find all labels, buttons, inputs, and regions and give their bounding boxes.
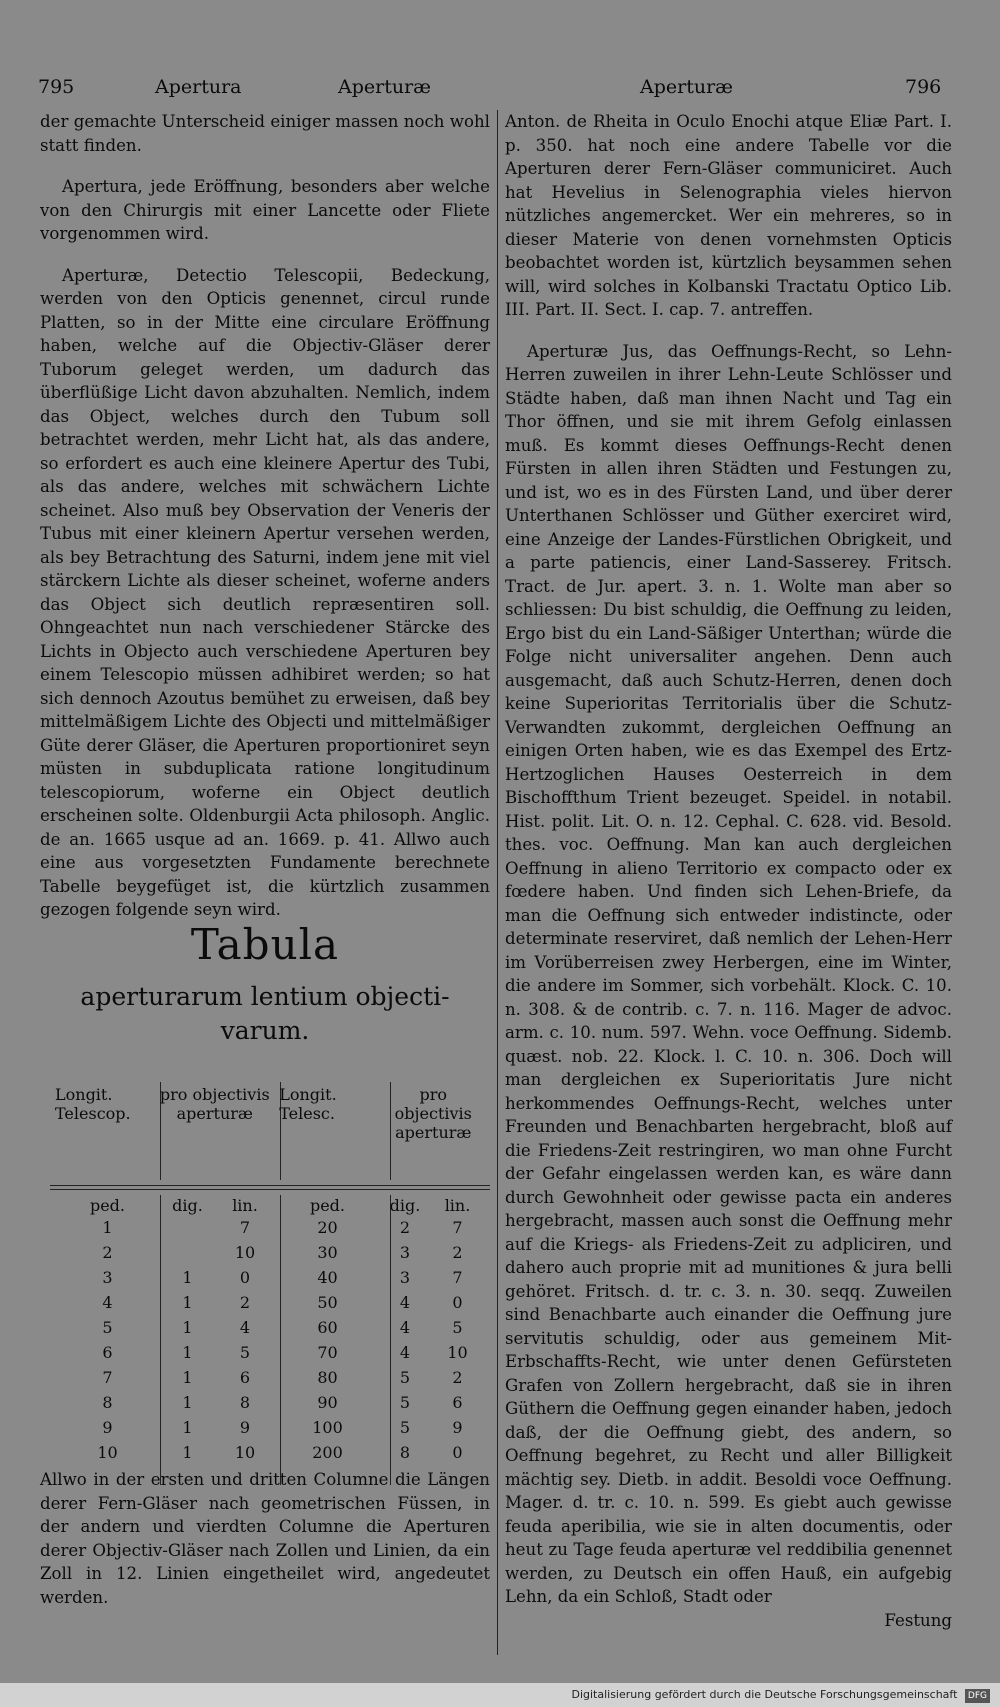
table-cell: 70 bbox=[317, 1343, 338, 1362]
unit-cell: dig. bbox=[172, 1196, 203, 1215]
table-row bbox=[55, 1415, 485, 1440]
unit-cell: lin. bbox=[444, 1196, 471, 1215]
table-cell: 9 bbox=[102, 1418, 113, 1437]
table-cell bbox=[160, 1215, 215, 1240]
table-cell: 5 bbox=[239, 1343, 251, 1362]
footer-bar bbox=[0, 1683, 1000, 1707]
table-cell: 5 bbox=[399, 1368, 411, 1387]
table-cell: 7 bbox=[452, 1218, 463, 1237]
left-paragraph-1: der gemachte Unterscheid einiger massen noch wohl statt finden. bbox=[40, 112, 490, 155]
table-cell: 4 bbox=[102, 1293, 113, 1312]
tabula-subtitle-line-2: varum. bbox=[220, 1016, 310, 1045]
table-row bbox=[55, 1240, 485, 1265]
table-cell: 60 bbox=[317, 1318, 338, 1337]
tabula-title: Tabula bbox=[190, 920, 340, 969]
table-cell: 5 bbox=[102, 1318, 113, 1337]
apertures-table bbox=[55, 1196, 485, 1465]
table-cell: 0 bbox=[452, 1443, 463, 1462]
table-head-2: pro objectivis aperturæ bbox=[159, 1085, 270, 1123]
table-cell: 2 bbox=[239, 1293, 251, 1312]
table-cell: 10 bbox=[447, 1343, 468, 1362]
table-row bbox=[55, 1215, 485, 1240]
running-head-right: Aperturæ bbox=[640, 76, 734, 98]
left-column bbox=[40, 110, 490, 922]
tabula-subtitle bbox=[40, 980, 490, 1048]
table-cell: 90 bbox=[317, 1393, 338, 1412]
table-row bbox=[55, 1365, 485, 1390]
table-cell: 2 bbox=[399, 1218, 411, 1237]
page-number-right: 796 bbox=[905, 76, 942, 98]
table-cell: 2 bbox=[452, 1368, 463, 1387]
table-cell: 9 bbox=[239, 1418, 251, 1437]
table-cell: 5 bbox=[452, 1318, 463, 1337]
table-cell: 7 bbox=[102, 1368, 113, 1387]
table-row bbox=[55, 1440, 485, 1465]
unit-cell: dig. bbox=[389, 1196, 421, 1215]
unit-cell: ped. bbox=[89, 1196, 126, 1215]
running-head-left-2: Aperturæ bbox=[338, 76, 432, 98]
table-cell: 3 bbox=[102, 1268, 113, 1287]
table-head-1: Longit. Telescop. bbox=[55, 1085, 131, 1123]
column-divider bbox=[497, 110, 498, 1655]
table-rule-top bbox=[50, 1185, 490, 1186]
table-cell: 4 bbox=[239, 1318, 251, 1337]
table-row bbox=[55, 1340, 485, 1365]
dfg-logo: DFG bbox=[965, 1689, 990, 1703]
table-head-4: pro objectivis aperturæ bbox=[394, 1085, 472, 1142]
tabula-subtitle-line-1: aperturarum lentium objecti- bbox=[80, 982, 450, 1011]
left-column-after-table bbox=[40, 1468, 490, 1609]
table-cell: 0 bbox=[239, 1268, 251, 1287]
table-cell: 5 bbox=[399, 1418, 411, 1437]
table-cell: 8 bbox=[102, 1393, 113, 1412]
table-cell: 2 bbox=[452, 1243, 463, 1262]
table-head-3: Longit. Telesc. bbox=[279, 1085, 337, 1123]
table-cell: 100 bbox=[312, 1418, 343, 1437]
table-cell: 50 bbox=[317, 1293, 338, 1312]
table-cell bbox=[160, 1240, 215, 1265]
table-cell: 1 bbox=[182, 1368, 193, 1387]
table-cell: 10 bbox=[97, 1443, 118, 1462]
table-cell: 1 bbox=[182, 1268, 193, 1287]
table-cell: 5 bbox=[399, 1393, 411, 1412]
table-cell: 1 bbox=[182, 1418, 193, 1437]
table-cell: 80 bbox=[317, 1368, 338, 1387]
table-cell: 2 bbox=[102, 1243, 113, 1262]
table-cell: 200 bbox=[312, 1443, 343, 1462]
table-cell: 6 bbox=[452, 1393, 463, 1412]
table-cell: 1 bbox=[182, 1443, 193, 1462]
page-number-left: 795 bbox=[38, 76, 75, 98]
table-cell: 10 bbox=[234, 1243, 256, 1262]
table-cell: 9 bbox=[452, 1418, 463, 1437]
table-cell: 6 bbox=[102, 1343, 113, 1362]
table-cell: 30 bbox=[317, 1243, 338, 1262]
table-cell: 3 bbox=[399, 1268, 411, 1287]
table-cell: 4 bbox=[399, 1318, 411, 1337]
table-cell: 20 bbox=[317, 1218, 338, 1237]
table-cell: 7 bbox=[452, 1268, 463, 1287]
table-cell: 1 bbox=[182, 1393, 193, 1412]
table-row bbox=[55, 1290, 485, 1315]
table-rule-top-2 bbox=[50, 1189, 490, 1190]
table-cell: 8 bbox=[399, 1443, 411, 1462]
left-paragraph-2: Apertura, jede Eröffnung, besonders aber welche von den Chirurgis mit einer Lancette oder Fliete vorgenommen wird. bbox=[40, 177, 490, 243]
table-cell: 4 bbox=[399, 1343, 411, 1362]
table-cell: 1 bbox=[182, 1343, 193, 1362]
table-cell: 0 bbox=[452, 1293, 463, 1312]
table-cell: 1 bbox=[182, 1293, 193, 1312]
unit-cell: lin. bbox=[232, 1196, 258, 1215]
footer-text: Digitalisierung gefördert durch die Deutsche Forschungsgemeinschaft bbox=[571, 1688, 958, 1701]
left-paragraph-4: Allwo in der ersten und dritten Columne die Längen derer Fern-Gläser nach geometrischen Füssen, in der andern und vierdten Columne die Aperturen derer Objectiv-Gläser nach Zollen und Linien, da ein Zoll in 12. Linien eingetheilet wird, angedeutet werden. bbox=[40, 1470, 490, 1607]
table-cell: 6 bbox=[239, 1368, 251, 1387]
table-cell: 10 bbox=[234, 1443, 256, 1462]
table-row bbox=[55, 1390, 485, 1415]
left-paragraph-3: Aperturæ, Detectio Telescopii, Bedeckung, werden von den Opticis genennet, circul runde Platten, so in der Mitte eine circulare Eröffnung haben, welche auf die Objectiv-Gläser derer Tuborum geleget werden, um dadurch das überflüßige Licht davon abzuhalten. Nemlich, indem das Object, welches durch den Tubum soll betrachtet werden, mehr Licht hat, als das andere, so erfordert es auch eine kleinere Apertur des Tubi, als das andere, welches mit schwächern Lichte scheinet. Also muß bey Observation der Veneris der Tubus mit einer kleinern Apertur versehen werden, als bey Betrachtung des Saturni, indem jene mit viel stärckern Lichte als dieser scheinet, woferne anders das Object sich deutlich repræsentiren soll. Ohngeachtet nun nach verschiedener Stärcke des Lichts in Objecto auch verschiedene Aperturen bey einem Telescopio müssen adhibiret werden; so hat sich dennoch Azoutus bemühet zu erweisen, daß bey mittelmäßigem Lichte des Objecti und mittelmäßiger Güte derer Gläser, die Aperturen proportioniret seyn müsten in subduplicata ratione longitudinum telescopiorum, woferne ein Object deutlich erscheinen solte. Oldenburgii Acta philosoph. Anglic. de an. 1665 usque ad an. 1669. p. 41. Allwo auch eine aus vorgesetzten Fundamente berechnete Tabelle beygefüget ist, die kürtzlich zusammen gezogen folgende seyn wird. bbox=[40, 265, 490, 919]
unit-cell: ped. bbox=[309, 1196, 346, 1215]
table-row bbox=[55, 1315, 485, 1340]
right-column bbox=[505, 110, 952, 1632]
table-header bbox=[55, 1085, 485, 1142]
running-head-left: Apertura bbox=[155, 76, 242, 98]
table-cell: 40 bbox=[317, 1268, 338, 1287]
table-cell: 1 bbox=[182, 1318, 193, 1337]
table-cell: 1 bbox=[102, 1218, 113, 1237]
right-paragraph-1: Anton. de Rheita in Oculo Enochi atque Eliæ Part. I. p. 350. hat noch eine andere Tabelle vor die Aperturen derer Fern-Gläser communiciret. Auch hat Hevelius in Selenographia vieles hiervon nützliches angemercket. Wer ein mehreres, so in dieser Materie von denen vornehmsten Opticis beobachtet worden ist, kürtzlich beysammen sehen will, wird solches in Kolbanski Tractatu Optico Lib. III. Part. II. Sect. I. cap. 7. antreffen. bbox=[505, 112, 952, 319]
table-cell: 8 bbox=[239, 1393, 251, 1412]
table-cell: 4 bbox=[399, 1293, 411, 1312]
table-cell: 3 bbox=[399, 1243, 411, 1262]
table-row bbox=[55, 1265, 485, 1290]
table-units-row bbox=[55, 1196, 485, 1215]
catchword: Festung bbox=[884, 1610, 952, 1630]
table-cell: 7 bbox=[239, 1218, 251, 1237]
right-paragraph-2: Aperturæ Jus, das Oeffnungs-Recht, so Lehn-Herren zuweilen in ihrer Lehn-Leute Schlösser und Städte haben, daß man ihnen Nacht und Tag ein Thor öffnen, und sie mit ihrem Gefolg einlassen muß. Es kommt dieses Oeffnungs-Recht denen Fürsten in allen ihren Städten und Festungen zu, und ist, wo es in des Fürsten Land, und über derer Unterthanen Schlösser und Güther exerciret wird, eine Anzeige der Landes-Fürstlichen Obrigkeit, und a parte patiencis, einer Land-Sasserey. Fritsch. Tract. de Jur. apert. 3. n. 1. Wolte man aber so schliessen: Du bist schuldig, die Oeffnung zu leiden, Ergo bist du ein Land-Säßiger Unterthan; würde die Folge nicht universaliter angehen. Denn auch ausgemacht, daß auch Schutz-Herren, denen doch keine Superioritas Territorialis über die Schutz-Verwandten zukommt, dergleichen Oeffnung an einigen Orten haben, wie es das Exempel des Ertz-Hertzoglichen Hauses Oesterreich in dem Bischoffthum Trient bezeuget. Speidel. in notabil. Hist. polit. Lit. O. n. 12. Cephal. C. 628. vid. Besold. thes. voc. Oeffnung. Man kan auch dergleichen Oeffnung in alieno Territorio ex compacto oder ex fœdere haben. Und finden sich Lehen-Briefe, da man die Oeffnung sich entweder indistincte, oder determinate reserviret, daß nemlich der Lehen-Herr im Vorüberreisen zwey Herbergen, eine im Winter, die andere im Sommer, sich vorbehält. Klock. C. 10. n. 308. & de contrib. c. 7. n. 116. Mager de advoc. arm. c. 10. num. 597. Wehn. voce Oeffnung. Sidemb. quæst. nob. 22. Klock. l. C. 10. n. 306. Doch will man dergleichen ex Superioritatis Jure nicht herkommendes Oeffnungs-Recht, welches unter Freunden und Benachbarten hergebracht, bloß auf die Friedens-Zeit restringiren, wo man ohne Furcht der Gefahr eingelassen werden kan, es wäre dann durch Gewohnheit oder gewisse pacta ein anderes hergebracht, massen auch sonst die Oeffnung mehr auf die Kriegs- als Friedens-Zeit zu adpliciren, und dahero auch proprie mit ad munitiones & jura belli gehöret. Fritsch. d. tr. c. 3. n. 30. seqq. Zuweilen sind Benachbarte auch einander die Oeffnung jure servitutis schuldig, oder aus gemeinem Mit-Erbschaffts-Recht, wie unter denen Gefürsteten Grafen von Zollern hergebracht, daß sie in ihren Güthern die Oeffnung gegen einander haben, jedoch daß, der die Oeffnung giebt, des andern, so Oeffnung begehret, zu Recht und aller Billigkeit mächtig sey. Dietb. in addit. Besoldi voce Oeffnung. Mager. d. tr. c. 10. n. 599. Es giebt auch gewisse feuda aperibilia, wie sie in alten documentis, oder heut zu Tage feuda aperturæ vel reddibilia genennet werden, zu Deutsch ein offen Hauß, ein aufgebig Lehn, da ein Schloß, Stadt oder bbox=[505, 341, 952, 1606]
